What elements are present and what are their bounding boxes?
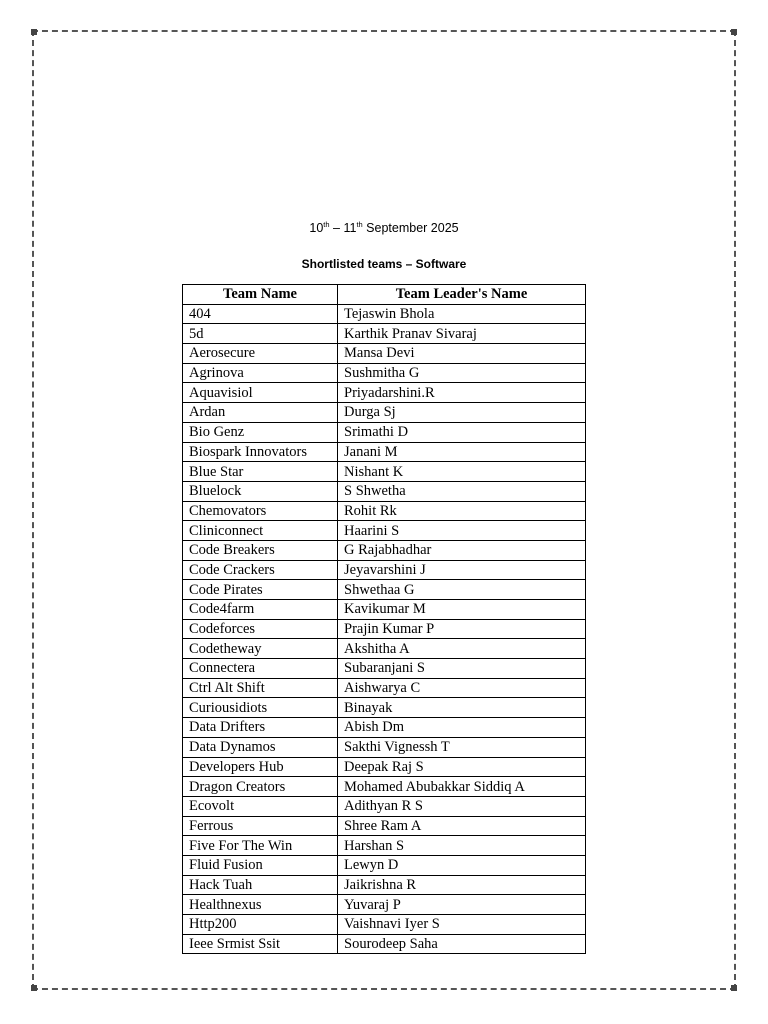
team-name-cell: Http200 xyxy=(183,915,338,935)
table-row xyxy=(183,836,586,856)
table-row xyxy=(183,718,586,738)
team-name-cell: Hack Tuah xyxy=(183,875,338,895)
team-leader-cell: Subaranjani S xyxy=(338,659,586,679)
team-name-cell: Ctrl Alt Shift xyxy=(183,678,338,698)
table-row xyxy=(183,422,586,442)
team-leader-cell: Abish Dm xyxy=(338,718,586,738)
team-leader-cell: Karthik Pranav Sivaraj xyxy=(338,324,586,344)
team-leader-cell: Aishwarya C xyxy=(338,678,586,698)
team-name-cell: Bio Genz xyxy=(183,422,338,442)
team-name-cell: 5d xyxy=(183,324,338,344)
team-leader-cell: Prajin Kumar P xyxy=(338,619,586,639)
table-row xyxy=(183,521,586,541)
team-name-cell: Codetheway xyxy=(183,639,338,659)
border-corner-top-right xyxy=(731,29,737,35)
team-leader-cell: G Rajabhadhar xyxy=(338,540,586,560)
date-day-start: 10 xyxy=(309,221,324,235)
table-row xyxy=(183,403,586,423)
table-row xyxy=(183,324,586,344)
team-name-cell: 404 xyxy=(183,304,338,324)
table-row xyxy=(183,796,586,816)
team-leader-cell: Harshan S xyxy=(338,836,586,856)
table-row xyxy=(183,481,586,501)
date-separator: – xyxy=(329,221,344,235)
team-leader-cell: Sushmitha G xyxy=(338,363,586,383)
team-name-cell: Ardan xyxy=(183,403,338,423)
table-row xyxy=(183,659,586,679)
table-row xyxy=(183,915,586,935)
table-header-row xyxy=(183,285,586,305)
team-name-cell: Codeforces xyxy=(183,619,338,639)
table-row xyxy=(183,501,586,521)
event-date xyxy=(0,221,768,235)
team-name-cell: Data Drifters xyxy=(183,718,338,738)
table-body xyxy=(183,304,586,954)
team-leader-cell: Kavikumar M xyxy=(338,600,586,620)
team-name-cell: Code4farm xyxy=(183,600,338,620)
table-row xyxy=(183,344,586,364)
team-name-cell: Curiousidiots xyxy=(183,698,338,718)
team-name-cell: Ecovolt xyxy=(183,796,338,816)
table-row xyxy=(183,757,586,777)
border-corner-top-left xyxy=(31,29,37,35)
team-leader-cell: Yuvaraj P xyxy=(338,895,586,915)
table-row xyxy=(183,619,586,639)
team-leader-cell: Srimathi D xyxy=(338,422,586,442)
team-leader-cell: Shree Ram A xyxy=(338,816,586,836)
table-row xyxy=(183,855,586,875)
team-leader-cell: Nishant K xyxy=(338,462,586,482)
table-row xyxy=(183,304,586,324)
table-row xyxy=(183,540,586,560)
team-leader-cell: Lewyn D xyxy=(338,855,586,875)
table-row xyxy=(183,560,586,580)
team-name-cell: Dragon Creators xyxy=(183,777,338,797)
table-row xyxy=(183,462,586,482)
team-leader-cell: Sakthi Vignessh T xyxy=(338,737,586,757)
team-name-cell: Agrinova xyxy=(183,363,338,383)
date-day-end: 11 xyxy=(343,221,357,235)
table-row xyxy=(183,363,586,383)
team-name-cell: Data Dynamos xyxy=(183,737,338,757)
table-row xyxy=(183,383,586,403)
team-leader-cell: Deepak Raj S xyxy=(338,757,586,777)
team-name-cell: Cliniconnect xyxy=(183,521,338,541)
team-leader-cell: Rohit Rk xyxy=(338,501,586,521)
team-leader-cell: Mohamed Abubakkar Siddiq A xyxy=(338,777,586,797)
team-leader-cell: Priyadarshini.R xyxy=(338,383,586,403)
team-leader-cell: Vaishnavi Iyer S xyxy=(338,915,586,935)
team-name-cell: Five For The Win xyxy=(183,836,338,856)
team-leader-cell: Binayak xyxy=(338,698,586,718)
team-name-cell: Chemovators xyxy=(183,501,338,521)
team-leader-cell: Shwethaa G xyxy=(338,580,586,600)
team-name-cell: Fluid Fusion xyxy=(183,855,338,875)
team-name-cell: Code Pirates xyxy=(183,580,338,600)
team-leader-cell: Tejaswin Bhola xyxy=(338,304,586,324)
team-name-cell: Ferrous xyxy=(183,816,338,836)
team-name-cell: Aerosecure xyxy=(183,344,338,364)
team-leader-cell: Sourodeep Saha xyxy=(338,934,586,954)
date-day-start-suffix: th xyxy=(323,219,330,229)
table-row xyxy=(183,777,586,797)
table-row xyxy=(183,639,586,659)
team-name-cell: Bluelock xyxy=(183,481,338,501)
table-row xyxy=(183,600,586,620)
team-leader-cell: Haarini S xyxy=(338,521,586,541)
team-leader-cell: Mansa Devi xyxy=(338,344,586,364)
table-title: Shortlisted teams – Software xyxy=(301,257,467,271)
shortlisted-teams-table xyxy=(182,284,586,954)
table-row xyxy=(183,580,586,600)
column-header-team-name: Team Name xyxy=(183,285,338,305)
date-month-year: September 2025 xyxy=(362,221,459,235)
table-row xyxy=(183,737,586,757)
team-name-cell: Connectera xyxy=(183,659,338,679)
team-name-cell: Blue Star xyxy=(183,462,338,482)
team-leader-cell: Akshitha A xyxy=(338,639,586,659)
date-day-end-suffix: th xyxy=(356,219,363,229)
table-row xyxy=(183,895,586,915)
border-corner-bottom-right xyxy=(731,985,737,991)
team-name-cell: Developers Hub xyxy=(183,757,338,777)
team-leader-cell: S Shwetha xyxy=(338,481,586,501)
column-header-team-leader: Team Leader's Name xyxy=(338,285,586,305)
table-row xyxy=(183,678,586,698)
table-row xyxy=(183,816,586,836)
team-name-cell: Ieee Srmist Ssit xyxy=(183,934,338,954)
team-name-cell: Code Breakers xyxy=(183,540,338,560)
table-row xyxy=(183,875,586,895)
border-corner-bottom-left xyxy=(31,985,37,991)
table-row xyxy=(183,442,586,462)
team-leader-cell: Jeyavarshini J xyxy=(338,560,586,580)
team-leader-cell: Adithyan R S xyxy=(338,796,586,816)
table-row xyxy=(183,934,586,954)
table-row xyxy=(183,698,586,718)
team-name-cell: Aquavisiol xyxy=(183,383,338,403)
team-name-cell: Biospark Innovators xyxy=(183,442,338,462)
team-leader-cell: Jaikrishna R xyxy=(338,875,586,895)
team-leader-cell: Janani M xyxy=(338,442,586,462)
team-leader-cell: Durga Sj xyxy=(338,403,586,423)
team-name-cell: Healthnexus xyxy=(183,895,338,915)
team-name-cell: Code Crackers xyxy=(183,560,338,580)
